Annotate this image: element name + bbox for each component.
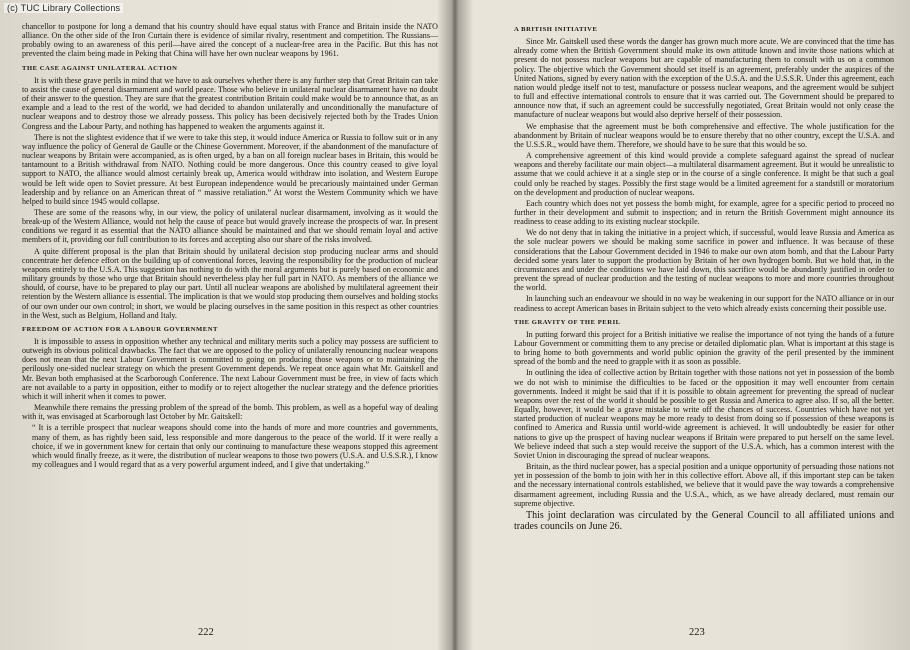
paragraph: In putting forward this project for a British initiative we realise the importance of not tying the hands of a future Labour Government or committing them to any precise or detailed diplomatic plan. What is important at this stage is to bring home to both governments and world public opinion the gravity of the peril presented by the imminent spread of the bomb and the need to grapple with it as soon as possible. [514,329,894,367]
section-heading-unilateral-action: THE CASE AGAINST UNILATERAL ACTION [22,64,178,72]
paragraph: In outlining the idea of collective action by Britain together with those nations not yet in possession of the bomb we do not wish to minimise the difficulties to be faced or the opposition it may well encounter from certain governments. Indeed it might be said that if it is possible to obtain agreement for preventing the spread of nuclear weapons over the rest of the world it should be possible to get Russia and America to agree also. If so, all the better. Equally, however, it would be a grave mistake to write off the chances of success. Countries which have not yet started production of nuclear weapons may be more ready to desist from doing so if possession of these weapons is confined to America and Russia until world-wide agreement is achieved. It will undoubtedly be easier for other nations to give up the prospect of having nuclear weapons if Britain were prepared to put herself on the same level. We believe indeed that such a step would receive the support of the U.S.A. which, has a common interest with the Soviet Union in discouraging the spread of nuclear weapons. [514,368,894,460]
copyright-watermark: (c) TUC Library Collections [4,3,123,13]
section-heading-gravity-of-peril: THE GRAVITY OF THE PERIL [514,318,621,326]
paragraph: It is with these grave perils in mind that we have to ask ourselves whether there is any further step that Great Britain can take to assist the cause of general disarmament and world peace. Those who believe in unilateral nuclear disarmament have no doubt of their answer to the question. They are sure that the greatest contribution Britain could make would be to announce that, as an example and a lead to the rest of the world, we had decided to abandon unilaterally and unconditionally the manufacture of nuclear weapons and to destroy those we already possess. This policy has been decisively rejected both by the Trades Union Congress and the Labour Party, and nothing has happened to weaken the arguments against it. [22,75,438,131]
paragraph: In launching such an endeavour we should in no way be weakening in our support for the NATO alliance or in our readiness to accept American bases in Britain subject to the veto which already exists concerning their possible use. [514,294,894,313]
quotation-text: “ It is a terrible prospect that nuclear weapons should come into the hands of more and more countries and governments, many of them, as has rightly been said, less responsible and more dangerous to the peace of the world. If it were really a choice, if we in government knew for certain that only our continuing to manufacture these weapons stopped this agreement which would finally freeze, as it were, the distribution of nuclear weapons to those two powers (U.S.A. and U.S.S.R.), I know my colleagues and I would regard that as a very powerful argument indeed, and I give that undertaking.” [32,423,438,470]
paragraph: We emphasise that the agreement must be both comprehensive and effective. The whole justification for the abandonment by Britain of nuclear weapons would be to ensure thereby that no other country, except the U.S.A. and the U.S.S.R., would have them. Therefore, we should have to be sure that this would be so. [514,121,894,149]
page-number-right: 223 [689,627,705,638]
paragraph: Britain, as the third nuclear power, has a special position and a unique opportunity of persuading those nations not yet in possession of the bomb to join with her in this collective effort. Above all, if this important step can be taken and the necessary international controls established, we believe that it would pave the way towards a comprehensive disarmament agreement, including Russia and the U.S.A., which, as we have already declared, must remain our supreme objective. [514,462,894,508]
paragraph: There is not the slightest evidence that if we were to take this step, it would induce America or Russia to follow suit or in any way influence the policy of General de Gaulle or the Chinese Government. Moreover, if the abandonment of the manufacture of nuclear weapons by Britain were accompanied, as is often urged, by a ban on all foreign nuclear bases in Britain, this would be tantamount to a British withdrawal from NATO. Nothing could be more dangerous. Once this country ceased to give loyal support to NATO, the alliance would almost certainly break up, America would withdraw into isolation, and Western Europe would be left wide open to Soviet pressure. At best European independence would be precariously maintained under German leadership and by reliance on an American threat of “ massive retaliation.” At worst the Western Community which we have helped to build since 1945 would collapse. [22,132,438,206]
paragraph: A comprehensive agreement of this kind would provide a complete safeguard against the spread of nuclear weapons and thereby facilitate our main object—a multilateral disarmament agreement. But it would be unrealistic to assume that we could achieve it at a single step or in the course of a single conference. It might be that such a goal could only be reached by stages. Possibly the first stage would be a limited agreement for a standstill or moratorium on the development and production of nuclear weapons. [514,151,894,197]
page-number-left: 222 [198,627,214,638]
section-heading-freedom-of-action: FREEDOM OF ACTION FOR A LABOUR GOVERNMENT [22,325,218,333]
closing-statement: This joint declaration was circulated by the General Council to all affiliated unions and trades councils on June 26. [514,509,894,533]
paragraph: Since Mr. Gaitskell used these words the danger has grown much more acute. We are convinced that the time has already come when the British Government should make its own attitude known and invite those nations which at present do not possess nuclear weapons but are capable of manufacturing them to consult with us on a common policy. The objective which the Government should set itself is an agreement, preferably under the auspices of the United Nations, signed by every nation with the exception of the U.S.A. and the U.S.S.R. Under this agreement, each nation would pledge itself not to test, manufacture or possess nuclear weapons, and the agreement would be subject to full and effective international controls to ensure that it was carried out. The Government should be prepared to announce now that, if such an agreement could be successfully negotiated, Great Britain would not only cease the manufacture of nuclear weapons but would also deprive herself of their possession. [514,37,894,120]
paragraph: Each country which does not yet possess the bomb might, for example, agree for a specific period to proceed no further in their development and submit to inspection; and in return the British Government might announce its readiness to cease adding to its existing nuclear stockpile. [514,198,894,227]
left-page [22,22,438,626]
right-page [514,22,894,626]
paragraph: These are some of the reasons why, in our view, the policy of unilateral nuclear disarmament, involving as it would the break-up of the Western Alliance, would not help the cause of peace but would gravely increase the prospects of war. In present conditions we regard it as essential that the NATO alliance should be maintained and that we should remain loyal and active members of it, providing our full contribution to its forces and accepting also our share of the risks involved. [22,207,438,245]
paragraph: A quite different proposal is the plan that Britain should by unilateral decision stop producing nuclear arms and should concentrate her defence effort on the building up of conventional forces, leaving the responsibility for the production of nuclear weapons entirely to the U.S.A. This suggestion has nothing to do with the moral arguments but is purely based on economic and military grounds by those who urge that Britain should nevertheless play her full part in NATO. As members of the alliance we should, of course, have to be prepared to play our part. Until all nuclear weapons are abolished by multilateral agreement their retention by the Western alliance is essential. The implication is that we would stop producing them ourselves and holding stocks of our own under our own control; in short, we would be placing ourselves in the same position in this respect as other countries in the West, such as Belgium, Holland and Italy. [22,246,438,320]
paragraph: We do not deny that in taking the initiative in a project which, if successful, would leave Russia and America as the sole nuclear powers we should be making some sacrifice in power and influence. It was because of these considerations that the Labour Government decided in 1946 to make our own atom bomb, and that the Labour Party decided some years later to support the production by Britain of her own hydrogen bomb. But we hold that, in the circumstances and under the conditions we have laid down, this sacrifice would be abundantly justified in order to prevent the spread of nuclear production and the testing of nuclear weapons to more and more countries throughout the world. [514,228,894,293]
section-heading-british-initiative: A BRITISH INITIATIVE [514,26,598,33]
paragraph: It is impossible to assess in opposition whether any technical and military merits such a policy may possess are sufficient to outweigh its obvious political drawbacks. The fact that we are opposed to the policy of unilaterally renouncing nuclear weapons does not mean that the next Labour Government is committed to going on producing those weapons or to maintaining the perilously one-sided nuclear strategy on which the present Government depends. We repeat once again what Mr. Gaitskell and Mr. Bevan both emphasised at the Scarborough Conference. The next Labour Government must be free, in view of facts which are not available to a party in opposition, either to modify or to reject altogether the nuclear strategy and the defence priorities which it will inherit when it comes to power. [22,337,438,401]
gaitskell-quotation [32,423,438,469]
paragraph: Meanwhile there remains the pressing problem of the spread of the bomb. This problem, as well as a hopeful way of dealing with it, was envisaged at Scarborough last October by Mr. Gaitskell: [22,403,438,422]
left-intro-paragraph: chancellor to postpone for long a demand that his country should have equal status with France and Britain inside the NATO alliance. On the other side of the Iron Curtain there is evidence of similar rivalry, resentment and competition. The Russians—probably owing to an awareness of this peril—have aired the concept of a nuclear-free area in the Pacific. But this has not prevented the claim being made in Peking that China will have her own nuclear weapons by 1961. [22,22,438,59]
